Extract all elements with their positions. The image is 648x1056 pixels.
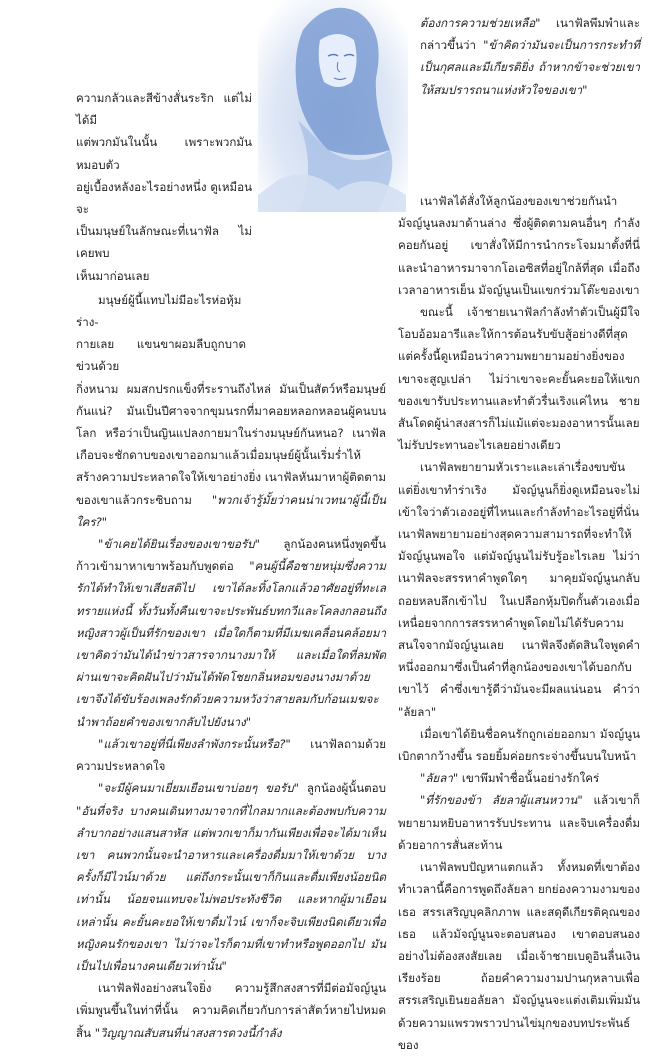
text: เขาพึมพำชื่อนั้นอย่างรักใคร่ (458, 771, 600, 786)
paragraph (398, 789, 640, 856)
paragraph (76, 378, 386, 533)
text: เนาฟัลพึมพำและกล่าวขึ้นว่า (420, 16, 640, 53)
paragraph (76, 977, 386, 1044)
paragraph (76, 777, 386, 977)
paragraph: เนาฟัลพยายามหัวเราะและเล่าเรื่องขบขัน แต่ยิ่งเขาทำร่าเริง มัจญ์นูนก็ยิ่งดูเหมือนจะไม่เข้าใจว่าตัวเองอยู่ที่ไหนและกำลังทำอะไรอยู่ที่นั่น เนาฟัลพยายามอย่างสุดความสามารถที่จะทำให้มัจญ์นูนพอใจ แต่มัจญ์นูนไม่รับรู้อะไรเลย ไม่ว่าเนาฟัลจะสรรหาคำพูดใดๆ มาคุยมัจญ์นูนกลับถอยหลบลึกเข้าไป ในเปลือกหุ้มปิดกั้นตัวเองเมื่อเหนื่อยจากการสรรหาคำพูดโดยไม่ได้รับความสนใจจากมัจญ์นูนเลย เนาฟัลจึงตัดสินใจพูดคำหนึ่งออกมาซึ่งเป็นคำที่ลูกน้องของเขาได้บอกกับเขาไว้ คำซึ่งเขารู้ดีว่ามันจะมีผลแน่นอน คำว่า "ลัยลา" (398, 460, 640, 719)
quote: "แล้วเขาอยู่ที่นี่เพียงลำพังกระนั้นหรือ?" (98, 736, 291, 751)
text: ลูกน้องคนหนึ่งพูดขึ้น ก้าวเข้ามาหาเขาพร้อมกับพูดต่อ (76, 537, 386, 574)
quote: "จะมีผู้คนมาเยี่ยมเยือนเขาบ่อยๆ ขอรับ" (98, 781, 299, 796)
paragraph: ขณะนี้ เจ้าชายเนาฟัลกำลังทำตัวเป็นผู้มีใจโอบอ้อมอารีและให้การต้อนรับขับสู้อย่างดีที่สุด แต่ครั้งนี้ดูเหมือนว่าความพยายามอย่างยิ่งของเขาจะสูญเปล่า ไม่ว่าเขาจะคะยั้นคะยอให้แขกของเขารับประทานและทำตัวรื่นเริงแค่ไหน ชายสันโดดผู้น่าสงสารก็ไม่แม้แต่จะมองอาหารนั้นเลย ไม่รับประทานอะไรเลยอย่างเดียว (398, 305, 640, 453)
paragraph: เนาฟัลได้สั่งให้ลูกน้องของเขาช่วยกันนำมัจญ์นูนลงมาด้านล่าง ซึ่งผู้ติดตามคนอื่นๆ กำลังคอยกันอยู่ เขาสั่งให้มีการนำกระโจมมาตั้งที่นี่และนำอาหารมาจากโอเอซิสที่อยู่ใกล้ที่สุด เมื่อถึงเวลาอาหารเย็น มัจญ์นูนเป็นแขกร่วมโต๊ะของเขา (398, 194, 640, 297)
text: แล้วเขาก็พยายามหยิบอาหารรับประทาน และจิบเครื่องดื่มด้วยอาการสั่นสะท้าน (398, 793, 640, 852)
text: เนาฟัลถามด้วยความประหลาดใจ (76, 736, 386, 774)
left-column (76, 91, 386, 1044)
paragraph: เนาฟัลพบปัญหาแตกแล้ว ทั้งหมดที่เขาต้องทำเวลานี้คือการพูดถึงลัยลา ยกย่องความงามของเธอ สรรเสริญบุคลิกภาพ และสดุดีเกียรติคุณของเธอ แล้วมัจญ์นูนจะตอบสนอง เขาตอบสนองอย่างไม่ต้องสงสัยเลย เมื่อเจ้าชายเบดูอินลื่นเงินเรียงร้อย ถ้อยคำความงามปานกุหลาบเพื่อสรรเสริญเยินยอลัยลา มัจญ์นูนจะแต่งเติมเพิ่มมันด้วยความแพรวพราวปานไข่มุกของบทประพันธ์ของ (398, 860, 640, 1052)
line: เห็นมาก่อนเลย (76, 268, 150, 283)
quote: "ข้าเคยได้ยินเรื่องของเขาขอรับ" (98, 537, 260, 552)
quote: "คนผู้นี้คือชายหนุ่มซึ่งความรักได้ทำให้เขาเสียสติไป เขาได้ละทิ้งโลกแล้วอาศัยอยู่ที่ทะเลทรายแห่งนี้ ทั้งวันทั้งคืนเขาจะประพันธ์บทกวีและโคลงกลอนถึงหญิงสาวผู้เป็นที่รักของเขา เมื่อใดก็ตามที่มีเมฆเคลื่อนคล้อยมา เขาคิดว่ามันได้นำข่าวสารจากนางมาให้ และเมื่อใดที่ลมพัดผ่านเขาจะคิดฝันไปว่ามันได้พัดโชยกลิ่นหอมของนางมาด้วย เขาจึงได้ขับร้องเพลงรักด้วยความหวังว่าสายลมกับก้อนเมฆจะนำพาถ้อยคำของเขากลับไปยังนาง" (76, 559, 386, 729)
text: กิ่งหนาม ผมสกปรกแข็งที่ระรานถึงไหล่ มันเป็นสัตว์หรือมนุษย์กันแน่? มันเป็นปีศาจจากขุมนรกที่มาคอยหลอกหลอนผู้คนบนโลก หรือว่าเป็นญินแปลงกายมาในร่างมนุษย์กันหนอ? เนาฟัลเกือบจะชักดาบของเขาออกมาแล้วเมื่อมนุษย์ผู้นั้นเริ่มร่ำไห้ สร้างความประหลาดใจให้เขาอย่างยิ่ง เนาฟัลหันมาหาผู้ติดตามของเขาแล้วกระซิบถาม (76, 381, 386, 507)
quote: "วิญญาณสับสนที่น่าสงสารดวงนี้กำลัง (94, 1025, 282, 1040)
paragraph (76, 733, 386, 777)
line: อยู่เบื้องหลังอะไรอย่างหนึ่ง ดูเหมือนจะ (76, 179, 252, 217)
quote: ต้องการความช่วยเหลือ" (420, 16, 541, 30)
quote: "พวกเจ้ารู้มั้ยว่าคนน่าเวทนาผู้นี้เป็นใคร?" (76, 492, 386, 529)
line: เป็นมนุษย์ในลักษณะที่เนาฟัล ไม่เคยพบ (76, 224, 252, 261)
line: แต่พวกมันในนั้น เพราะพวกมันหมอบตัว (76, 135, 252, 172)
paragraph: เมื่อเขาได้ยินชื่อคนรักถูกเอ่ยออกมา มัจญ์นูนเบิกตากว้างขึ้น รอยยิ้มค่อยกระจ่างขึ้นบนใบหน้า (398, 726, 640, 764)
line: กายเลย แขนขาผอมลีบถูกบาดข่วนด้วย (76, 337, 246, 374)
text: ลูกน้องผู้นั้นตอบ (298, 781, 386, 796)
text: เนาฟัลฟังอย่างสนใจยิ่ง ความรู้สึกสงสารที่มีต่อมัจญ์นูนเพิ่มพูนขึ้นในท่าที่นั้น ความคิดเกี่ยวกับการล่าสัตว์หายไปหมดสิ้น (76, 981, 386, 1040)
right-column-lower (398, 190, 640, 1056)
paragraph (420, 12, 640, 101)
right-column (420, 16, 640, 101)
quote: "ที่รักของข้า ลัยลาผู้แสนหวาน" (420, 793, 583, 808)
line: ความกลัวและสีข้างสั่นระริก แต่ไม่ได้มี (76, 91, 252, 128)
quote: "อันที่จริง บางคนเดินทางมาจากที่ไกลมากและต้องพบกับความลำบากอย่างแสนสาหัส แต่พวกเขาก็มากันเพียงเพื่อจะได้มาเห็นเขา คนพวกนั้นจะนำอาหารและเครื่องดื่มมาให้เขาด้วย บางครั้งก็มีไวน์มาด้วย แต่ถึงกระนั้นเขาก็กินและดื่มเพียงน้อยนิดเท่านั้น น้อยจนแทบจะไม่พอประทังชีวิต และหากผู้มาเยือนเหล่านั้น คะยั้นคะยอให้เขาดื่มไวน์ เขาก็จะจิบเพียงนิดเดียวเพื่อหญิงคนรักของเขา ไม่ว่าจะไรก็ตามที่เขาทำหรือพูดออกไป มันเป็นไปเพื่อนางคนเดียวเท่านั้น" (76, 803, 386, 973)
paragraph (76, 533, 386, 733)
paragraph (398, 767, 640, 789)
quote: "ลัยลา" (420, 771, 459, 786)
paragraph: มนุษย์ผู้นี้แทบไม่มีอะไรห่อหุ้มร่าง- (76, 292, 242, 330)
quote: "ข้าคิดว่ามันจะเป็นการกระทำที่เป็นกุศลและมีเกียรติยิ่ง ถ้าหากข้าจะช่วยเขาให้สมปรารถนาแห่งหัวใจของเขา" (420, 38, 640, 97)
